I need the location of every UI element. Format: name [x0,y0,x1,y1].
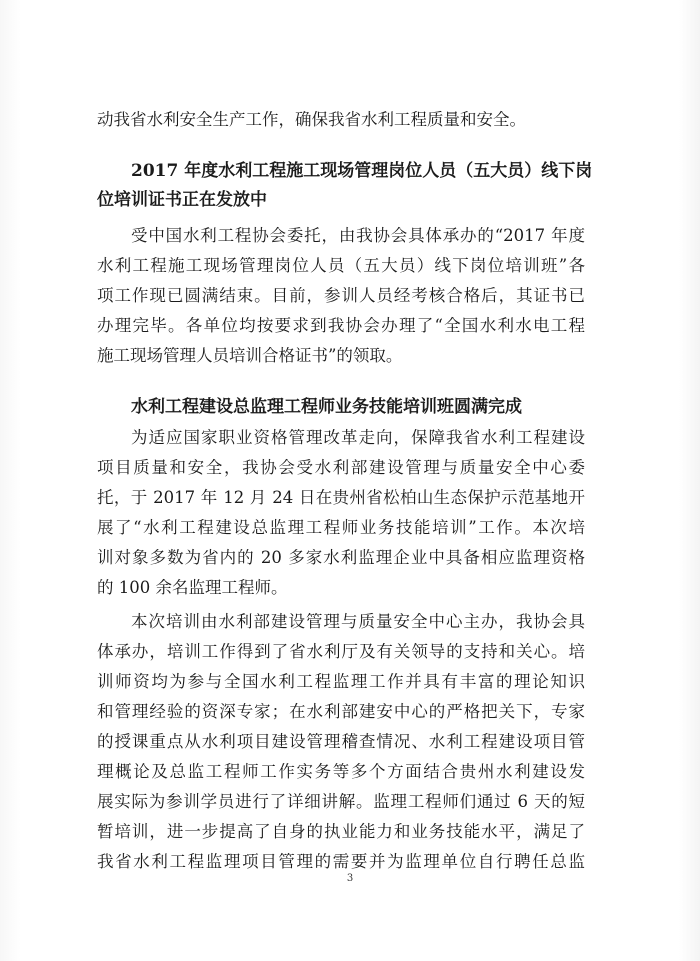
section1-body-line: 项工作现已圆满结束。目前，参训人员经考核合格后，其证书已 [97,286,585,305]
section1-title-line-1: 2017 年度水利工程施工现场管理岗位人员（五大员）线下岗 [131,161,593,181]
section2-title: 水利工程建设总监理工程师业务技能培训班圆满完成 [131,397,522,417]
section2-para1-line: 为适应国家职业资格管理改革走向，保障我省水利工程建设 [131,428,585,447]
section2-para2-line: 体承办，培训工作得到了省水利厅及有关领导的支持和关心。培 [97,642,585,661]
section2-para1-line: 托，于 2017 年 12 月 24 日在贵州省松柏山生态保护示范基地开 [97,488,585,507]
section1-body-line: 施工现场管理人员培训合格证书”的领取。 [97,346,403,365]
section1-title-line-2: 位培训证书正在发放中 [97,190,267,210]
section2-para2-line: 暂培训，进一步提高了自身的执业能力和业务技能水平，满足了 [97,822,585,841]
section2-para1-line: 训对象多数为省内的 20 多家水利监理企业中具备相应监理资格 [97,548,585,567]
section2-para1-line: 的 100 余名监理工程师。 [97,578,288,597]
section2-para1-line: 展了“水利工程建设总监理工程师业务技能培训”工作。本次培 [97,518,585,537]
section2-para2-line: 本次培训由水利部建设管理与质量安全中心主办，我协会具 [131,612,585,631]
section2-para2-line: 的授课重点从水利项目建设管理稽查情况、水利工程建设项目管 [97,732,585,751]
section1-body-line: 水利工程施工现场管理岗位人员（五大员）线下岗位培训班”各 [97,256,585,275]
section2-para1-line: 项目质量和安全，我协会受水利部建设管理与质量安全中心委 [97,458,585,477]
section1-body-line: 受中国水利工程协会委托，由我协会具体承办的“2017 年度 [131,226,585,245]
page-number: 3 [346,873,354,884]
section2-para2-line: 训师资均为参与全国水利工程监理工作并具有丰富的理论知识 [97,672,585,691]
intro-line: 动我省水利安全生产工作，确保我省水利工程质量和安全。 [97,110,526,129]
section2-para2-line: 展实际为参训学员进行了详细讲解。监理工程师们通过 6 天的短 [97,792,585,811]
section2-para2-line: 和管理经验的资深专家；在水利部建安中心的严格把关下，专家 [97,702,585,721]
section1-body-line: 办理完毕。各单位均按要求到我协会办理了“全国水利水电工程 [97,316,585,335]
section2-para2-line: 我省水利工程监理项目管理的需要并为监理单位自行聘任总监 [97,852,585,871]
section2-para2-line: 理概论及总监工程师工作实务等多个方面结合贵州水利建设发 [97,762,585,781]
